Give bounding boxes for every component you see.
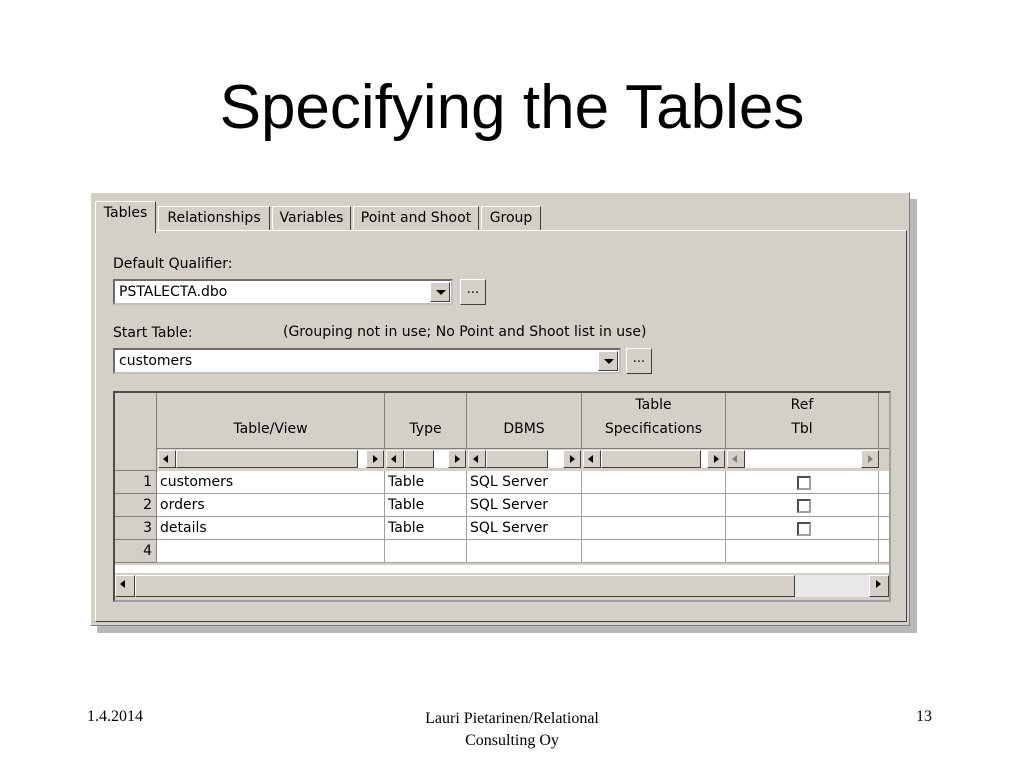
column-header-line2: Specifications — [604, 421, 703, 437]
chevron-down-icon[interactable] — [430, 282, 450, 302]
default-qualifier-browse-button[interactable]: ... — [460, 279, 486, 305]
column-header-line2: Type — [409, 421, 442, 437]
cell-dbms[interactable] — [467, 540, 582, 563]
column-header-table-view — [157, 393, 385, 449]
cell-overflow[interactable] — [879, 517, 891, 540]
tables-grid — [113, 391, 891, 602]
start-table-label: Start Table: — [113, 325, 193, 341]
column-header-line2: Tbl — [791, 421, 813, 437]
column-scrollbar-dbms[interactable] — [468, 450, 581, 468]
column-scrollbar-type[interactable] — [386, 450, 466, 468]
column-header-line2: Table/View — [233, 421, 308, 437]
start-table-value: customers — [119, 353, 193, 369]
cell-dbms[interactable]: SQL Server — [467, 517, 582, 540]
scroll-right-icon[interactable] — [861, 450, 879, 468]
footer-author-line1: Lauri Pietarinen/Relational — [425, 710, 599, 727]
cell-table-view[interactable]: orders — [157, 494, 385, 517]
column-header-line1: Table — [635, 397, 672, 413]
start-table-select[interactable] — [113, 348, 621, 374]
start-table-browse-button[interactable]: ... — [626, 348, 652, 374]
ref-tbl-checkbox[interactable] — [797, 476, 811, 490]
tab-relationships[interactable]: Relationships — [158, 206, 270, 231]
default-qualifier-value: PSTALECTA.dbo — [119, 284, 228, 300]
cell-table-specifications[interactable] — [582, 471, 726, 494]
scroll-left-icon[interactable] — [115, 575, 135, 597]
scroll-left-icon[interactable] — [583, 450, 601, 468]
cell-dbms[interactable]: SQL Server — [467, 494, 582, 517]
column-header-line1: Ref — [790, 397, 814, 413]
tab-strip — [95, 201, 895, 231]
column-header-dbms — [467, 393, 582, 449]
scroll-right-icon[interactable] — [563, 450, 581, 468]
cell-table-specifications[interactable] — [582, 517, 726, 540]
cell-ref-tbl[interactable] — [726, 494, 879, 517]
column-scrollbar-table-view[interactable] — [158, 450, 384, 468]
cell-table-specifications[interactable] — [582, 540, 726, 563]
column-header-line1 — [467, 393, 581, 417]
cell-table-view[interactable] — [157, 540, 385, 563]
cell-overflow[interactable] — [879, 494, 891, 517]
cell-type[interactable] — [385, 540, 467, 563]
default-qualifier-select[interactable] — [113, 279, 453, 305]
tab-tables[interactable]: Tables — [95, 201, 156, 233]
slide-title: Specifying the Tables — [219, 73, 805, 142]
table-spec-dialog — [90, 192, 910, 626]
scroll-thumb[interactable] — [601, 450, 701, 468]
cell-ref-tbl[interactable] — [726, 540, 879, 563]
cell-table-view[interactable]: details — [157, 517, 385, 540]
grid-horizontal-scrollbar[interactable] — [115, 575, 889, 597]
scroll-right-icon[interactable] — [448, 450, 466, 468]
cell-ref-tbl[interactable] — [726, 517, 879, 540]
grid-empty-area — [115, 565, 891, 573]
scroll-right-icon[interactable] — [366, 450, 384, 468]
cell-ref-tbl[interactable] — [726, 471, 879, 494]
column-header-type — [385, 393, 467, 449]
row-number[interactable]: 2 — [115, 494, 157, 517]
scroll-thumb[interactable] — [486, 450, 548, 468]
cell-overflow[interactable] — [879, 540, 891, 563]
footer-author — [362, 708, 662, 752]
scroll-thumb[interactable] — [176, 450, 358, 468]
cell-overflow[interactable] — [879, 471, 891, 494]
scroll-thumb[interactable] — [135, 575, 795, 597]
scroll-left-icon[interactable] — [158, 450, 176, 468]
column-header-ref-tbl — [726, 393, 879, 449]
cell-table-view[interactable]: customers — [157, 471, 385, 494]
scroll-right-icon[interactable] — [869, 575, 889, 597]
footer-author-line2: Consulting Oy — [465, 732, 559, 749]
page-number: 13 — [916, 708, 932, 725]
scroll-left-icon[interactable] — [386, 450, 404, 468]
scroll-left-icon[interactable] — [468, 450, 486, 468]
row-number[interactable]: 3 — [115, 517, 157, 540]
chevron-down-icon[interactable] — [598, 351, 618, 371]
scroll-thumb[interactable] — [404, 450, 434, 468]
column-header-line1 — [157, 393, 384, 417]
tab-group[interactable]: Group — [481, 206, 541, 231]
scroll-left-icon[interactable] — [727, 450, 745, 468]
cell-type[interactable]: Table — [385, 494, 467, 517]
ref-tbl-checkbox[interactable] — [797, 499, 811, 513]
row-number[interactable]: 1 — [115, 471, 157, 494]
default-qualifier-label: Default Qualifier: — [113, 256, 233, 272]
tab-point-and-shoot[interactable]: Point and Shoot — [353, 206, 479, 231]
grid-corner — [115, 393, 157, 471]
cell-type[interactable]: Table — [385, 517, 467, 540]
cell-dbms[interactable]: SQL Server — [467, 471, 582, 494]
footer-date: 1.4.2014 — [87, 708, 143, 725]
ref-tbl-checkbox[interactable] — [797, 522, 811, 536]
column-header-table-specifications — [582, 393, 726, 449]
column-scrollbar-ref-tbl[interactable] — [727, 450, 879, 468]
column-header-overflow — [879, 393, 891, 449]
column-header-line1 — [385, 393, 466, 417]
scroll-right-icon[interactable] — [707, 450, 725, 468]
start-table-note: (Grouping not in use; No Point and Shoot list in use) — [283, 324, 647, 340]
column-scrollbar-table-specifications[interactable] — [583, 450, 725, 468]
cell-table-specifications[interactable] — [582, 494, 726, 517]
column-header-line2: DBMS — [503, 421, 545, 437]
tab-variables[interactable]: Variables — [272, 206, 351, 231]
cell-type[interactable]: Table — [385, 471, 467, 494]
row-number[interactable]: 4 — [115, 540, 157, 563]
